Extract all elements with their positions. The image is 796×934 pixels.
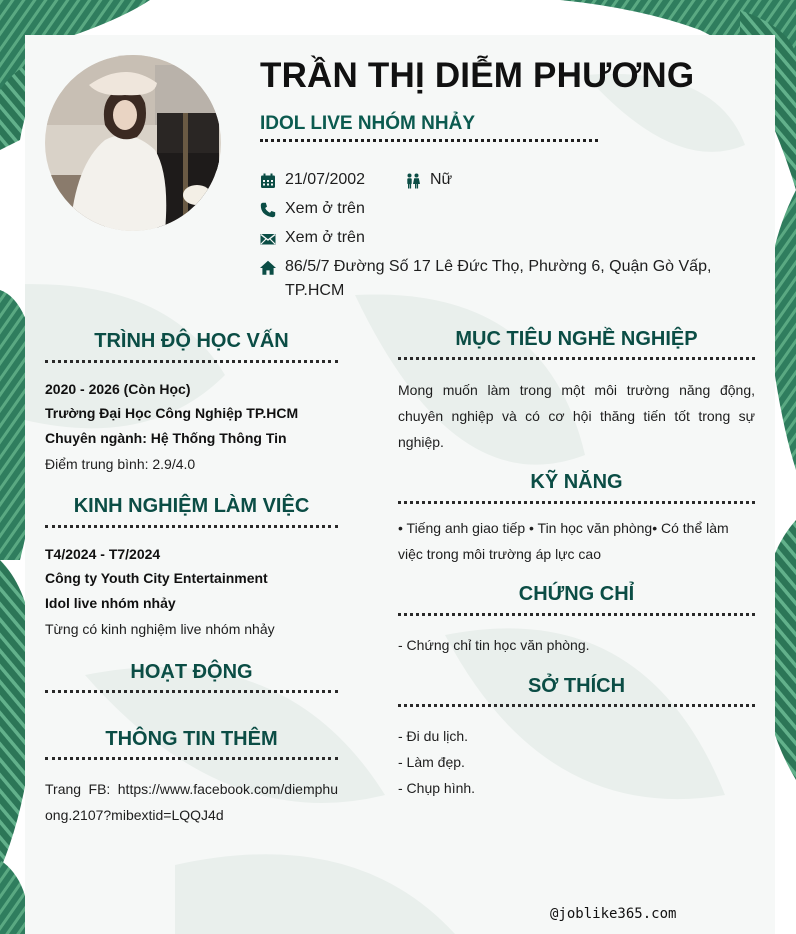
hobbies-heading: SỞ THÍCH [527,675,626,697]
education-heading: TRÌNH ĐỘ HỌC VẤN [94,330,289,352]
education-gpa: Điểm trung bình: 2.9/4.0 [45,456,196,472]
birthday-row [260,171,365,192]
phone-value: Xem ở trên [285,200,365,217]
address-row [260,258,730,303]
gender-row [405,171,452,192]
hobby-item: - Làm đẹp. [398,754,465,770]
experience-description: Từng có kinh nghiệm live nhóm nhảy [45,621,275,637]
education-period: 2020 - 2026 (Còn Học) [45,381,191,397]
extra-info-heading: THÔNG TIN THÊM [105,728,278,750]
skills-divider [398,501,755,504]
certificate-item: - Chứng chỉ tin học văn phòng. [398,637,590,653]
education-divider [45,360,338,363]
gender-value: Nữ [430,171,453,188]
desired-position: IDOL LIVE NHÓM NHẢY [260,113,475,134]
avatar-photo [45,55,221,231]
experience-role: Idol live nhóm nhảy [45,595,176,611]
email-row [260,229,365,250]
experience-period: T4/2024 - T7/2024 [45,546,161,562]
objective-divider [398,357,755,360]
address-value: 86/5/7 Đường Số 17 Lê Đức Thọ, Phường 6, Quận Gò Vấp, TP.HCM [285,258,712,299]
hobby-item: - Đi du lịch. [398,728,469,744]
experience-company: Công ty Youth City Entertainment [45,570,268,586]
certificates-heading: CHỨNG CHỈ [518,583,635,605]
gender-icon [405,173,421,189]
skills-text: • Tiếng anh giao tiếp • Tin học văn phòng• Có thể làm việc trong môi trường áp lực cao [398,520,729,562]
site-watermark: @joblike365.com [550,906,677,922]
objective-heading: MỤC TIÊU NGHỀ NGHIỆP [455,328,698,350]
home-icon [260,260,276,276]
extra-info-divider [45,757,338,760]
hobby-item: - Chụp hình. [398,780,476,796]
envelope-icon [260,231,276,247]
hobbies-divider [398,704,755,707]
birthday-value: 21/07/2002 [285,171,366,188]
experience-heading: KINH NGHIỆM LÀM VIỆC [73,495,310,517]
phone-icon [260,202,276,218]
candidate-name: TRẦN THỊ DIỄM PHƯƠNG [260,56,695,95]
calendar-icon [260,173,276,189]
education-school: Trường Đại Học Công Nghiệp TP.HCM [45,405,299,421]
position-divider [260,139,598,142]
extra-info-text: Trang FB: https://www.facebook.com/diemphuong.2107?mibextid=LQQJ4d [45,781,338,823]
experience-divider [45,525,338,528]
activities-divider [45,690,338,693]
phone-row [260,200,365,221]
objective-text: Mong muốn làm trong một môi trường năng động, chuyên nghiệp và có cơ hội thăng tiến tốt trong sự nghiệp. [398,382,755,450]
certificates-divider [398,613,755,616]
education-major: Chuyên ngành: Hệ Thống Thông Tin [45,430,287,446]
activities-heading: HOẠT ĐỘNG [130,661,253,683]
skills-heading: KỸ NĂNG [530,471,623,493]
email-value: Xem ở trên [285,229,365,246]
